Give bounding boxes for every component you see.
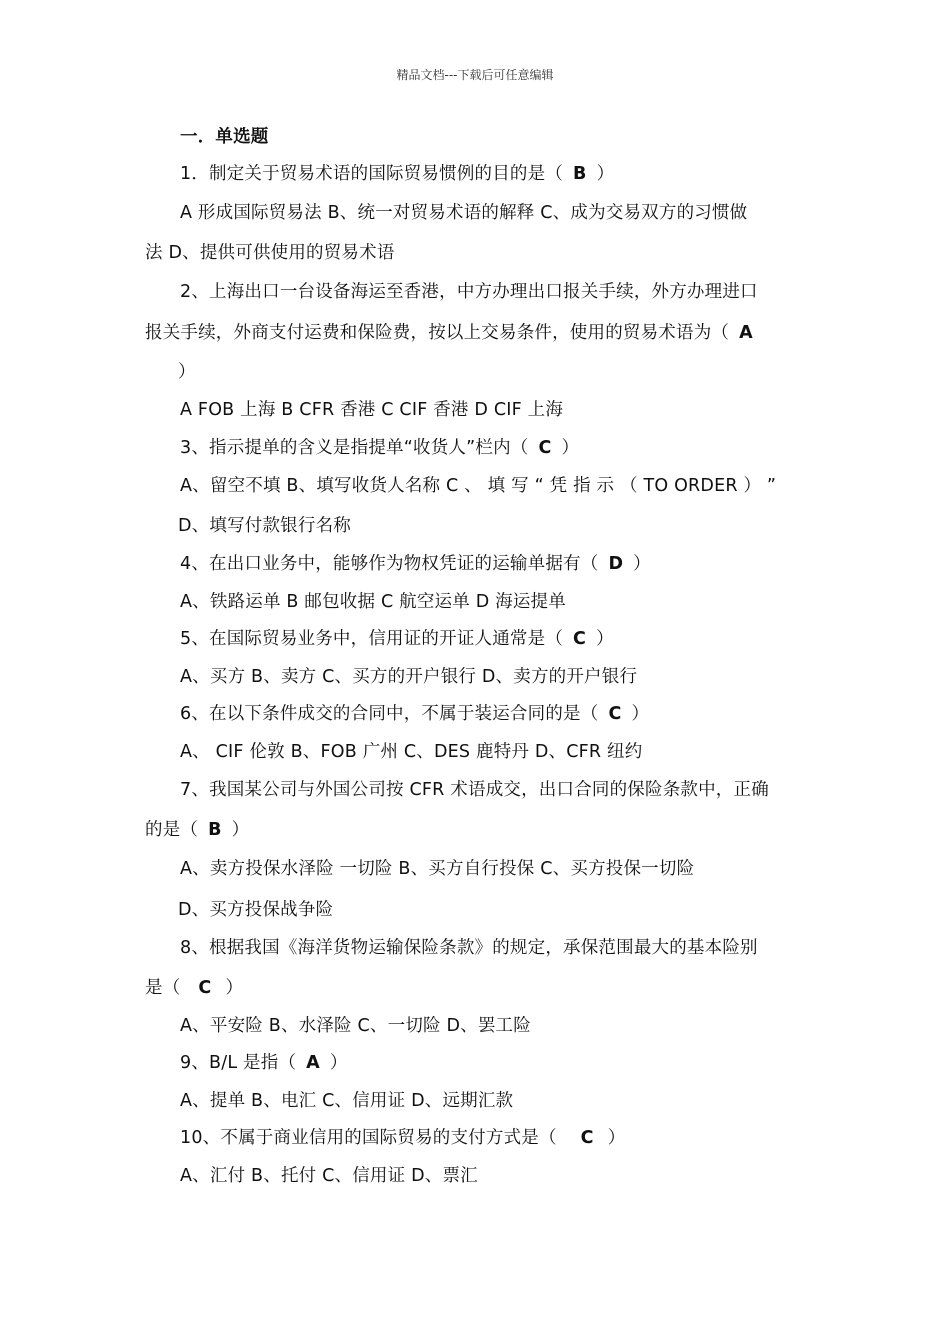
- options-line: A 形成国际贸易法 B、统一对贸易术语的解释 C、成为交易双方的习惯做: [180, 203, 748, 223]
- answer: D: [608, 554, 624, 574]
- options-line: A、买方 B、卖方 C、买方的开户银行 D、卖方的开户银行: [180, 667, 638, 687]
- question-2-cont: 报关手续，外商支付运费和保险费，按以上交易条件，使用的贸易术语为（ A: [145, 323, 753, 343]
- question-7-cont: 的是（ B ）: [145, 820, 250, 840]
- question-8-cont: 是（ C ）: [145, 978, 244, 998]
- question-text: 1．制定关于贸易术语的国际贸易惯例的目的是（: [180, 164, 564, 184]
- options-line: D、填写付款银行名称: [178, 516, 351, 536]
- options-line: A、汇付 B、托付 C、信用证 D、票汇: [180, 1166, 478, 1186]
- answer: B: [208, 820, 222, 840]
- question-4: 4、在出口业务中，能够作为物权凭证的运输单据有（ D ）: [180, 554, 651, 574]
- options-line: A、 CIF 伦敦 B、FOB 广州 C、DES 鹿特丹 D、CFR 纽约: [180, 742, 643, 762]
- options-line: A、铁路运单 B 邮包收据 C 航空运单 D 海运提单: [180, 592, 566, 612]
- answer: C: [198, 978, 212, 998]
- answer: B: [573, 164, 587, 184]
- section-title: 一．单选题: [180, 127, 269, 147]
- question-6: 6、在以下条件成交的合同中，不属于装运合同的是（ C ）: [180, 704, 650, 724]
- question-2: 2、上海出口一台设备海运至香港，中方办理出口报关手续，外方办理进口: [180, 282, 758, 302]
- question-5: 5、在国际贸易业务中，信用证的开证人通常是（ C ）: [180, 629, 614, 649]
- options-line: A FOB 上海 B CFR 香港 C CIF 香港 D CIF 上海: [180, 400, 564, 420]
- answer: C: [608, 704, 622, 724]
- question-7: 7、我国某公司与外国公司按 CFR 术语成交，出口合同的保险条款中，正确: [180, 780, 769, 800]
- answer: A: [306, 1053, 320, 1073]
- page-header: 精品文档---下载后可任意编辑: [396, 68, 554, 82]
- options-line: 法 D、提供可供使用的贸易术语: [145, 243, 395, 263]
- question-3: 3、指示提单的含义是指提单“收货人”栏内（ C ）: [180, 438, 580, 458]
- answer: C: [573, 629, 587, 649]
- answer: A: [739, 323, 753, 343]
- question-10: 10、不属于商业信用的国际贸易的支付方式是（ C ）: [180, 1128, 626, 1148]
- options-line: A、提单 B、电汇 C、信用证 D、远期汇款: [180, 1091, 514, 1111]
- question-1: 1．制定关于贸易术语的国际贸易惯例的目的是（ B ）: [180, 164, 615, 184]
- answer: C: [538, 438, 552, 458]
- answer: C: [580, 1128, 594, 1148]
- options-line: D、买方投保战争险: [178, 900, 334, 920]
- options-line: A、卖方投保水泽险 一切险 B、买方自行投保 C、买方投保一切险: [180, 859, 695, 879]
- options-line: A、平安险 B、水泽险 C、一切险 D、罢工险: [180, 1016, 531, 1036]
- question-8: 8、根据我国《海洋货物运输保险条款》的规定，承保范围最大的基本险别: [180, 938, 758, 958]
- question-9: 9、B/L 是指（ A ）: [180, 1053, 348, 1073]
- options-line: A、留空不填 B、填写收货人名称 C 、 填 写 “ 凭 指 示 （ TO ORDER ） ”: [180, 476, 777, 496]
- closing-paren: ）: [178, 362, 196, 382]
